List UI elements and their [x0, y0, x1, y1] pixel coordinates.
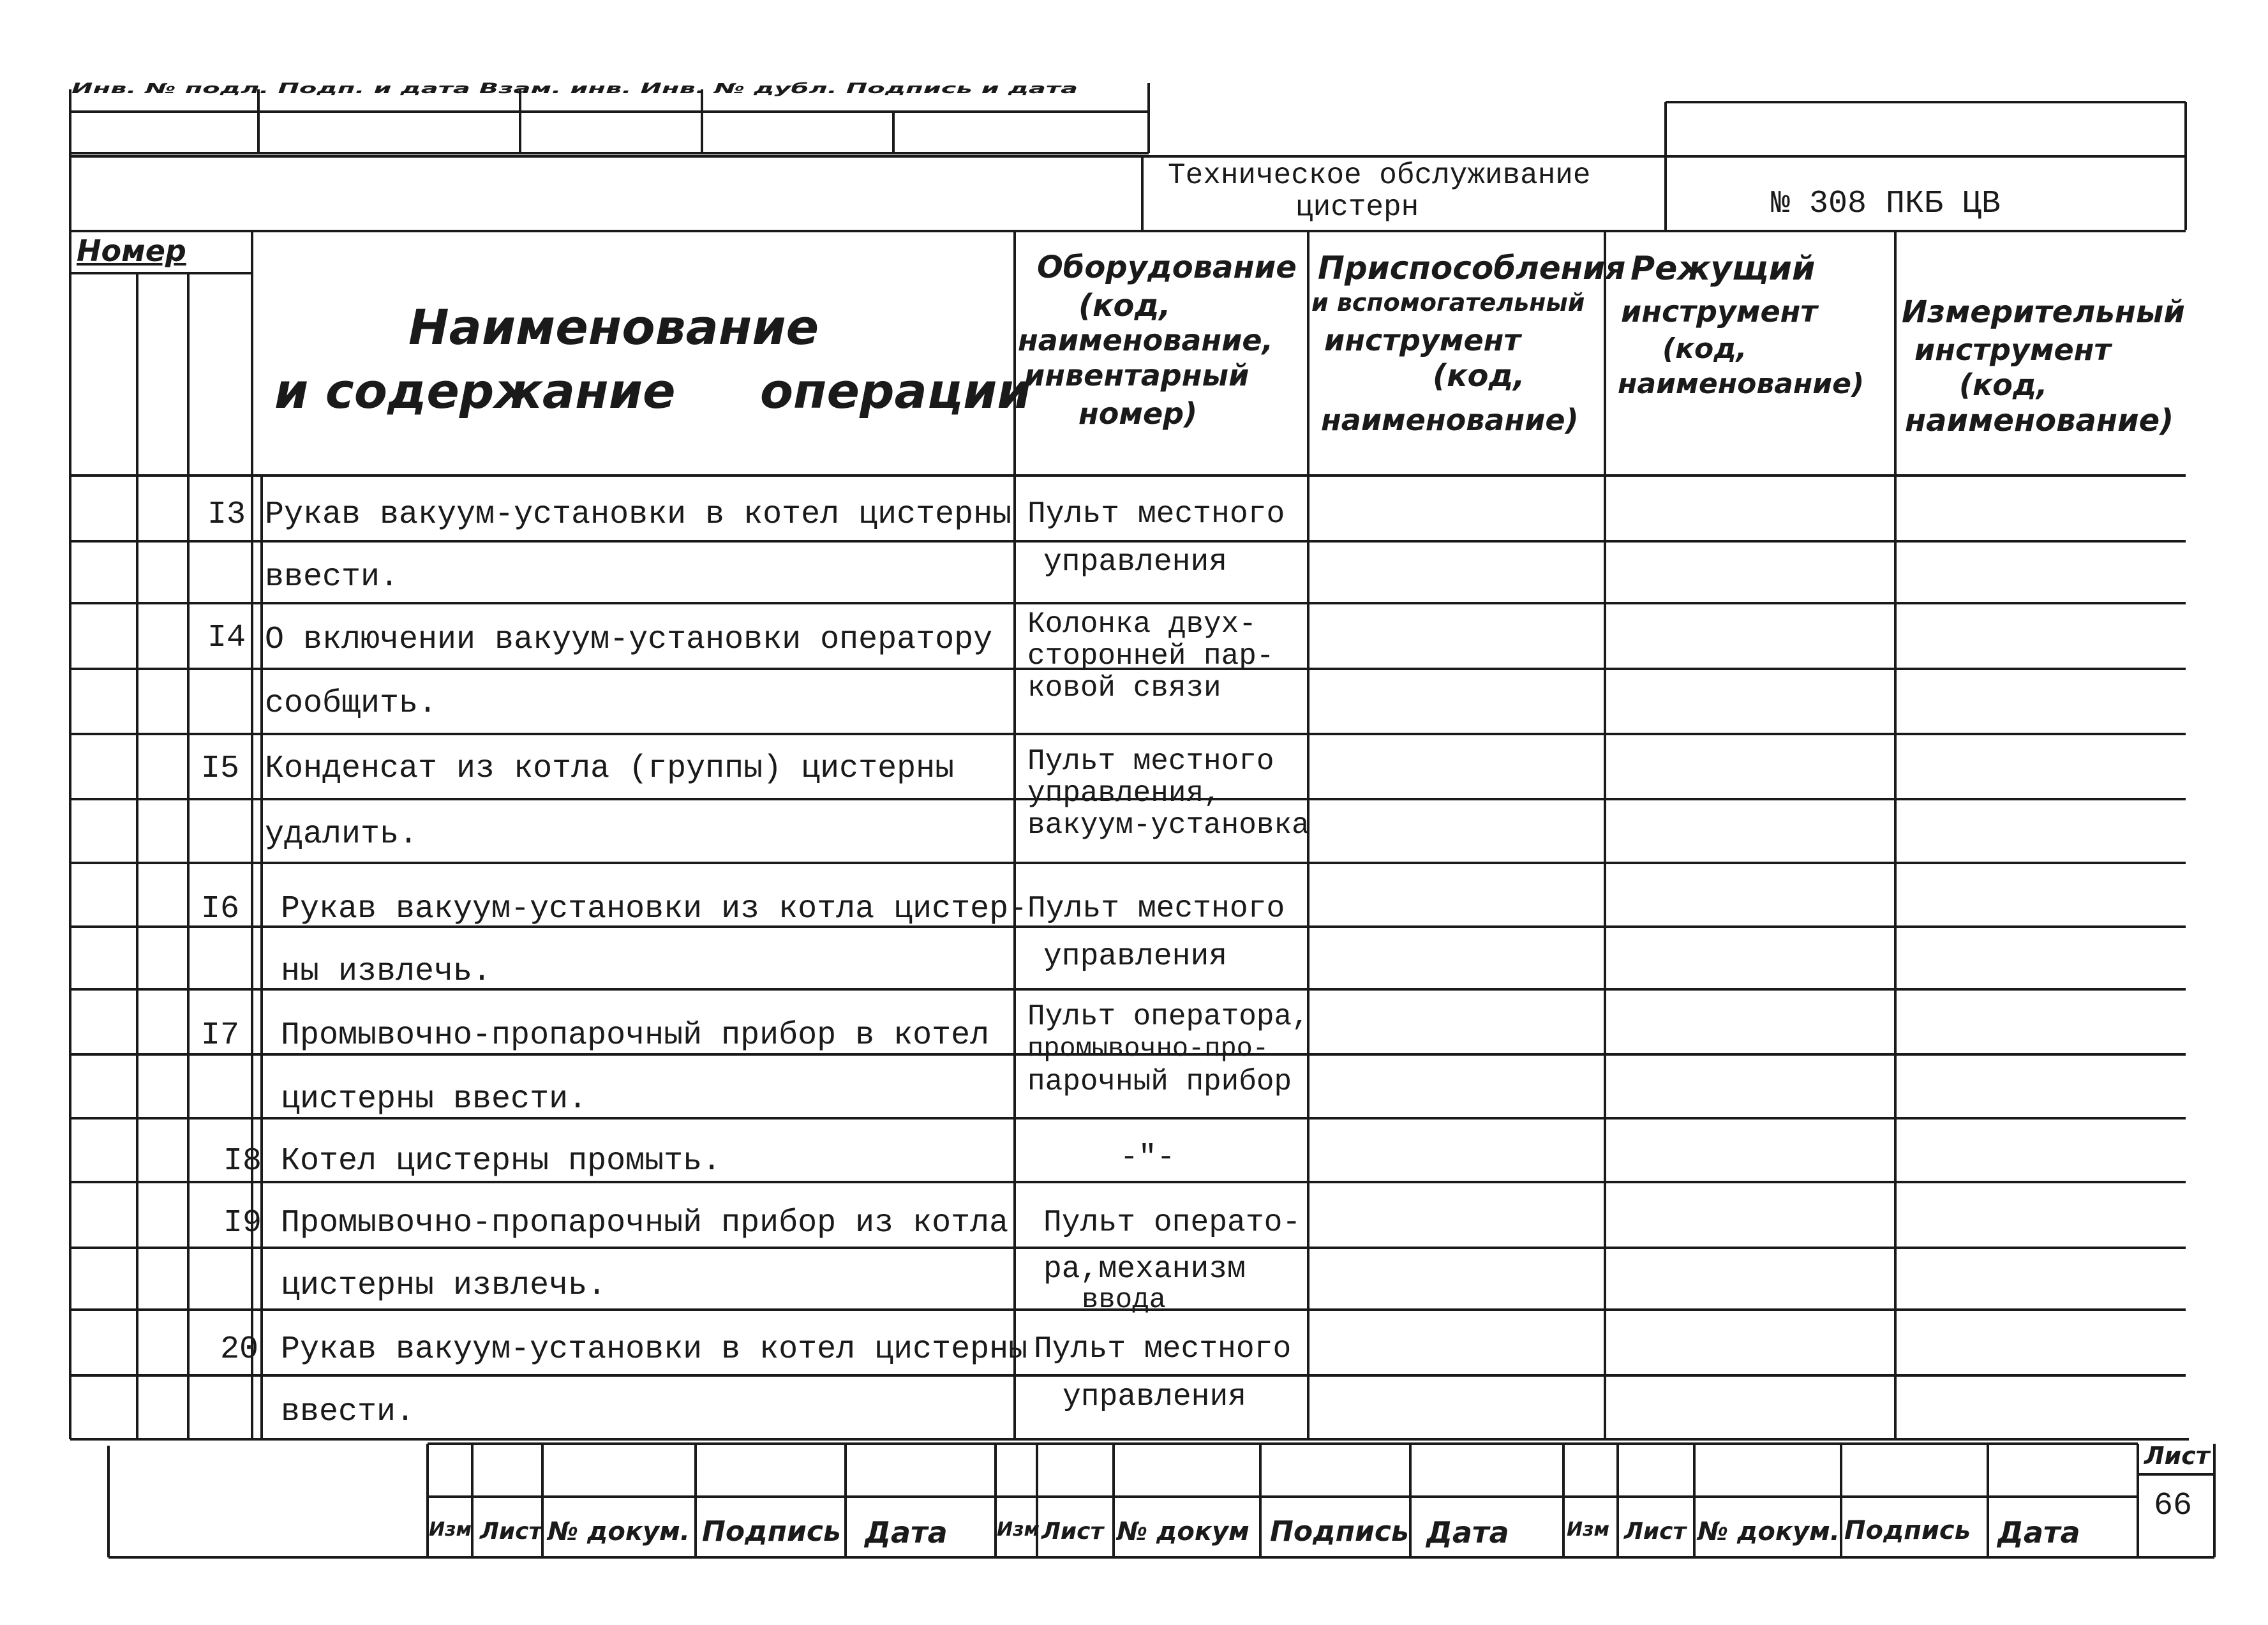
- header-fixtures-line4: (код,: [1433, 358, 1525, 394]
- footer-label-signature: Подпись: [1270, 1515, 1409, 1548]
- footer-label-signature: Подпись: [1844, 1516, 1971, 1545]
- operation-number: I8: [223, 1143, 262, 1179]
- operation-equipment-line1: Пульт оператора,: [1027, 1000, 1309, 1033]
- header-measuring-line3: (код,: [1959, 368, 2048, 402]
- operation-equipment-line3: вакуум-установка: [1027, 809, 1309, 842]
- operation-text-line2: цистерны извлечь.: [281, 1268, 607, 1304]
- document-number: № 308 ПКБ ЦВ: [1771, 186, 2001, 222]
- header-equipment-line4: инвентарный: [1024, 358, 1250, 393]
- operation-text-line2: удалить.: [265, 816, 419, 853]
- operation-equipment-line1: Пульт местного: [1034, 1332, 1292, 1367]
- header-fixtures-line2: и вспомогательный: [1311, 288, 1585, 317]
- header-cutting-line3: (код,: [1662, 333, 1747, 365]
- operation-equipment-line2: управления: [1043, 545, 1228, 580]
- operation-text-line1: Рукав вакуум-установки из котла цистер-: [281, 891, 1028, 927]
- operation-text-line2: ввести.: [265, 559, 399, 595]
- operation-equipment-line1: Пульт местного: [1027, 497, 1285, 532]
- header-equipment-line5: номер): [1078, 396, 1198, 431]
- footer-label-doc-number: № докум: [1117, 1517, 1250, 1546]
- header-fixtures-line5: наименование): [1321, 403, 1579, 437]
- header-number: Номер: [77, 234, 186, 268]
- footer-label-signature: Подпись: [702, 1515, 841, 1548]
- operation-text-line2: ввести.: [281, 1394, 415, 1430]
- operation-equipment-line3: ковой связи: [1027, 671, 1221, 705]
- operation-equipment-line3: ввода: [1082, 1284, 1167, 1316]
- operation-equipment-line1: Колонка двух-: [1027, 608, 1257, 641]
- header-measuring-line2: инструмент: [1914, 333, 2112, 367]
- operation-text-line1: Рукав вакуум-установки в котел цистерны: [265, 497, 1012, 533]
- footer-label-doc-number: № докум.: [1697, 1517, 1840, 1546]
- archive-stamp-text: Инв. № подл. Подп. и дата Взам. инв. Инв. № дубл. Подпись и дата: [71, 80, 1078, 97]
- operation-text-line2: сообщить.: [265, 685, 438, 722]
- header-cutting-line4: наименование): [1618, 368, 1865, 400]
- footer-label-date: Дата: [1997, 1515, 2080, 1550]
- header-name-line1: Наименование: [408, 299, 819, 356]
- footer-label-doc-number: № докум.: [548, 1517, 690, 1546]
- operation-equipment-line1: Пульт местного: [1027, 892, 1285, 926]
- operation-text-line1: Рукав вакуум-установки в котел цистерны: [281, 1331, 1028, 1368]
- header-cutting-line2: инструмент: [1621, 294, 1818, 329]
- header-measuring-line4: наименование): [1905, 403, 2174, 438]
- header-equipment-line2: (код,: [1078, 288, 1171, 324]
- operation-equipment-ditto: -"-: [1120, 1141, 1175, 1175]
- footer-label-change: Изм: [1567, 1518, 1610, 1541]
- header-measuring-line1: Измерительный: [1902, 294, 2185, 330]
- operation-text-line1: Промывочно-пропарочный прибор из котла: [281, 1205, 1009, 1241]
- header-equipment-line3: наименование,: [1018, 323, 1274, 357]
- footer-label-date: Дата: [865, 1515, 948, 1550]
- document-title-line2: цистерн: [1295, 191, 1419, 224]
- operation-equipment-line2: управления,: [1027, 777, 1221, 810]
- operation-number: 20: [220, 1331, 259, 1368]
- operation-text-line2: ны извлечь.: [281, 954, 492, 990]
- operation-equipment-line2: промывочно-про-: [1027, 1033, 1269, 1064]
- operation-text-line1: Котел цистерны промыть.: [281, 1143, 722, 1179]
- header-fixtures-line1: Приспособления: [1318, 250, 1626, 287]
- operation-text-line1: О включении вакуум-установки оператору: [265, 622, 993, 658]
- operation-equipment-line1: Пульт местного: [1027, 745, 1274, 778]
- operation-equipment-line2: управления: [1063, 1380, 1247, 1414]
- header-equipment-line1: Оборудование: [1037, 250, 1297, 285]
- footer-label-sheet: Лист: [1041, 1518, 1104, 1545]
- operation-equipment-line3: парочный прибор: [1027, 1065, 1292, 1098]
- operation-number: I7: [201, 1017, 240, 1054]
- operation-number: I5: [201, 751, 240, 787]
- operation-text-line1: Промывочно-пропарочный прибор в котел: [281, 1017, 990, 1054]
- footer-label-change: Изм: [429, 1518, 472, 1541]
- operation-number: I6: [201, 891, 240, 927]
- operation-equipment-line2: управления: [1043, 940, 1228, 974]
- operation-equipment-line2: ра,механизм: [1043, 1252, 1246, 1287]
- operation-number: I3: [207, 497, 246, 533]
- footer-label-date: Дата: [1426, 1515, 1509, 1550]
- operation-number: I9: [223, 1205, 262, 1241]
- document-title-line1: Техническое обслуживание: [1168, 159, 1591, 192]
- operation-equipment-line2: сторонней пар-: [1027, 640, 1274, 673]
- operation-equipment-line1: Пульт операто-: [1043, 1206, 1301, 1240]
- operation-text-line1: Конденсат из котла (группы) цистерны: [265, 751, 955, 787]
- operation-text-line2: цистерны ввести.: [281, 1081, 588, 1118]
- footer-label-sheet: Лист: [480, 1518, 542, 1545]
- operation-number: I4: [207, 620, 246, 656]
- footer-label-change: Изм: [997, 1518, 1040, 1541]
- sheet-number: 66: [2154, 1488, 2193, 1524]
- sheet-label: Лист: [2144, 1442, 2210, 1470]
- header-fixtures-line3: инструмент: [1324, 323, 1521, 357]
- footer-label-sheet: Лист: [1624, 1518, 1687, 1545]
- header-name-line2: и содержание операции: [274, 363, 1031, 419]
- header-cutting-line1: Режущий: [1630, 250, 1816, 288]
